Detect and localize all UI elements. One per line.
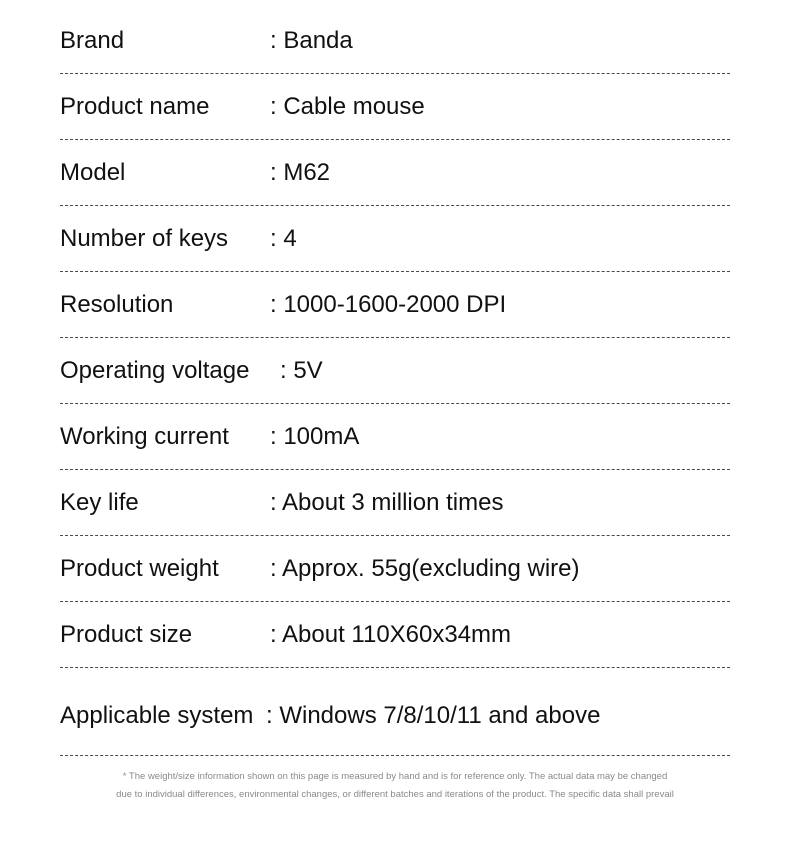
spec-value: : Approx. 55g(excluding wire) [270,555,580,582]
spec-row-model [60,140,730,206]
spec-row-operating-voltage [60,338,730,404]
spec-row-product-weight [60,536,730,602]
footnote-line-2: due to individual differences, environmental changes, or different batches and iterations of the product. The specific data shall prevail [116,789,674,800]
spec-value: : Banda [270,27,353,54]
spec-label: Number of keys [60,225,229,252]
spec-row-brand [60,8,730,74]
spec-label: Resolution [60,291,174,318]
spec-row-number-of-keys [60,206,730,272]
spec-value: : About 110X60x34mm [270,621,512,648]
spec-value: : About 3 million times [270,489,504,516]
spec-value: : Windows 7/8/10/11 and above [266,702,601,729]
spec-value: : 5V [280,357,323,384]
spec-value: : Cable mouse [270,93,425,120]
spec-row-product-size [60,602,730,668]
spec-value: : 4 [270,225,297,252]
spec-label: Operating voltage [60,357,250,384]
spec-value: : 100mA [270,423,360,450]
spec-value: : M62 [270,159,331,186]
spec-label: Product name [60,93,210,120]
spec-row-working-current [60,404,730,470]
spec-row-applicable-system [60,668,730,756]
spec-value: : 1000-1600-2000 DPI [270,291,507,318]
spec-label: Product weight [60,555,219,582]
spec-label: Product size [60,621,193,648]
spec-row-resolution [60,272,730,338]
spec-row-key-life [60,470,730,536]
spec-label: Model [60,159,126,186]
spec-label: Working current [60,423,229,450]
spec-label: Brand [60,27,125,54]
footnote-line-1: * The weight/size information shown on this page is measured by hand and is for reference only. The actual data may be changed [122,771,668,782]
spec-label: Applicable system [60,702,254,729]
spec-row-product-name [60,74,730,140]
spec-label: Key life [60,489,139,516]
disclaimer-footnote [0,768,790,804]
spec-table [60,8,730,756]
